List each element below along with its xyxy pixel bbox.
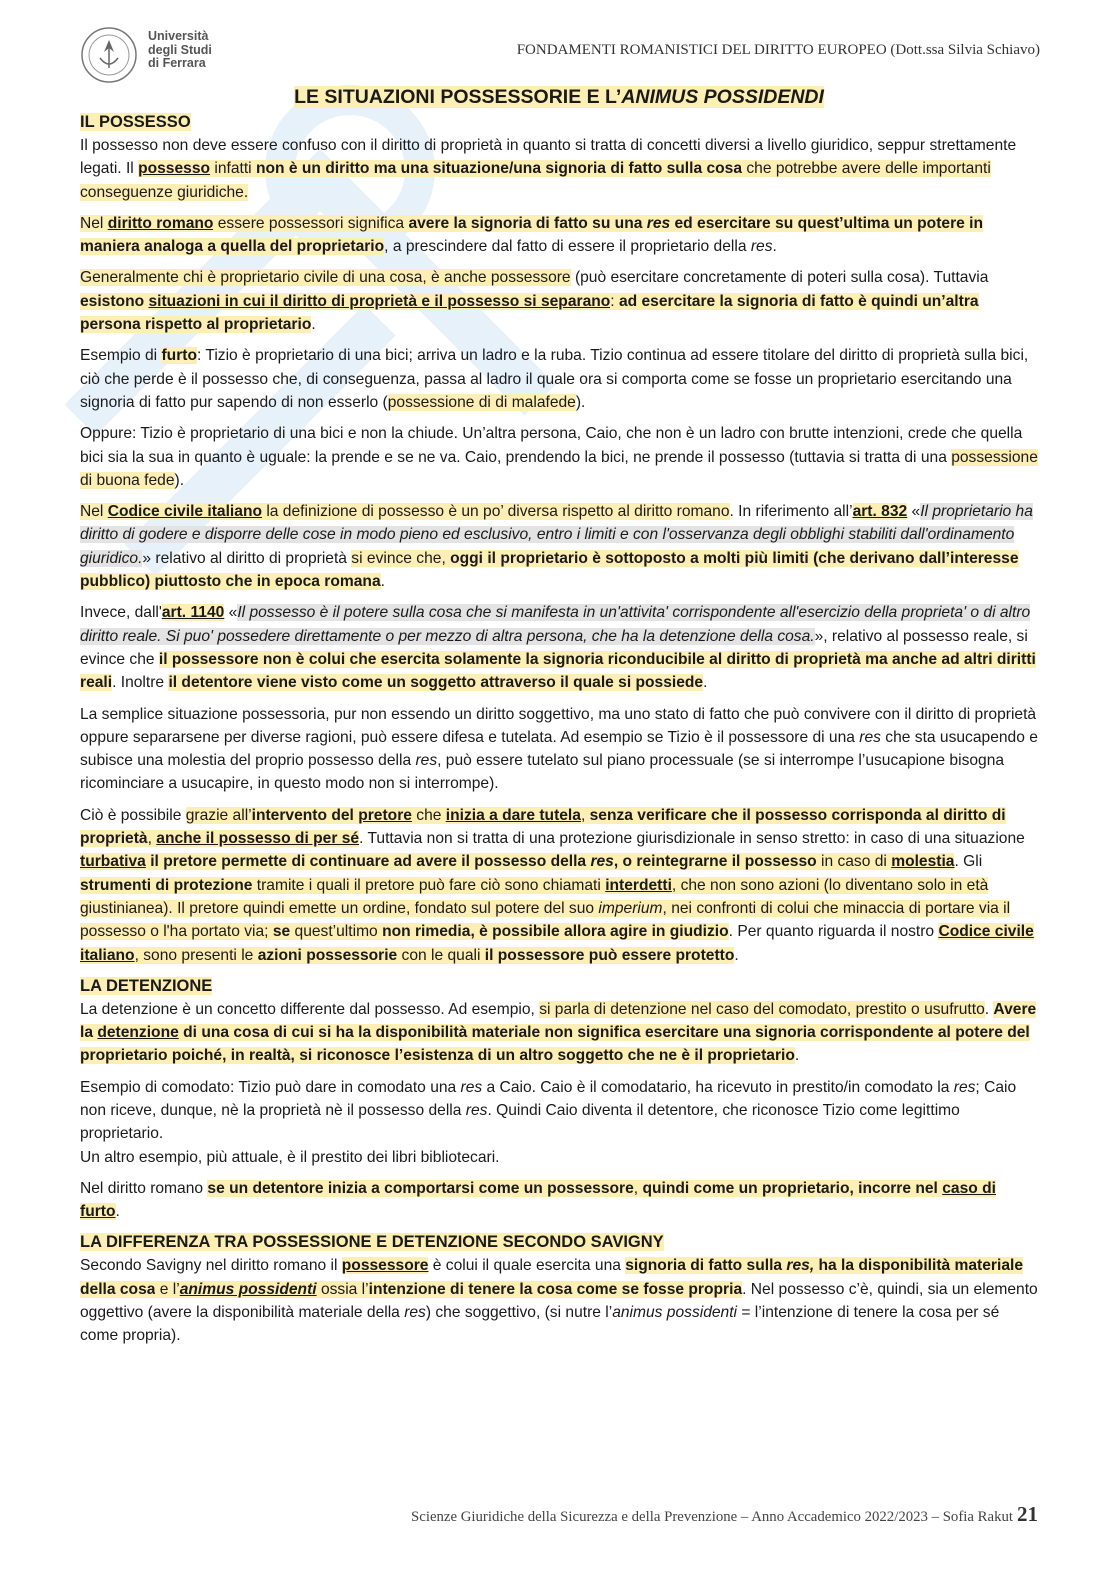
text [180, 1281, 317, 1298]
text: « [224, 604, 238, 622]
text [138, 160, 210, 177]
text: intervento del [251, 806, 359, 824]
text: diritto romano [107, 214, 214, 232]
text: art. 832 [852, 503, 908, 521]
paragraph [80, 1177, 1038, 1224]
text: res [859, 728, 881, 746]
text: Codice civile italiano [107, 503, 262, 521]
paragraph [80, 601, 1038, 694]
text [647, 215, 670, 232]
text [148, 293, 610, 310]
text: e l’ [155, 1280, 180, 1298]
paragraph [80, 1254, 1038, 1347]
text: Nel [80, 214, 108, 232]
text: Un altro esempio, più attuale, è il prestito dei libri bibliotecari. [80, 1148, 500, 1166]
text: res [404, 1304, 426, 1322]
text: . In riferimento all’ [729, 503, 853, 521]
text: La semplice situazione possessoria, pur non essendo un diritto soggettivo, ma uno stato di fatto che può convivere con il diritto di proprietà oppure separarsene per diverse ragioni, può essere difesa e tutelata. Ad esempio se Tizio è il possessore di una [80, 705, 1037, 746]
text: inizia a dare tutela [445, 806, 581, 824]
text: il possessore non è colui che esercita solamente la signoria riconducibile al diritto di proprietà ma anche ad altri diritti reali [80, 650, 1036, 692]
paragraph [80, 212, 1038, 259]
footer-text: Scienze Giuridiche della Sicurezza e della Prevenzione – Anno Accademico 2022/2023 – Sofia Rakut [411, 1509, 1013, 1525]
text: res, [786, 1257, 815, 1275]
text: Il possesso non deve essere confuso con il diritto di proprietà in quanto si tratta di concetti diversi a livello giuridico, seppur strettamente legati. Il [80, 137, 1017, 178]
text: . [311, 316, 316, 334]
text [786, 1257, 814, 1274]
paragraph [80, 500, 1038, 593]
text [853, 503, 908, 520]
text: molestia [891, 853, 955, 871]
text: art. 1140 [161, 604, 225, 622]
text [180, 1281, 317, 1298]
text: , nei confronti di colui che minaccia di portare via il possesso o l'ha portato via; [80, 899, 1011, 941]
text: se un detentore inizia a comportarsi come un possessore [207, 1179, 634, 1197]
text [605, 877, 672, 894]
text: . [772, 238, 777, 256]
course-title: FONDAMENTI ROMANISTICI DEL DIRITTO EUROPEO (Dott.ssa Silvia Schiavo) [516, 42, 1040, 58]
text: grazie all’ [185, 806, 252, 824]
text: Oppure: Tizio è proprietario di una bici e non la chiude. Un’altra persona, Caio, che non è un ladro con brutte intenzioni, crede che quella bici sia la sua in quanto è uguale: la prende e se ne va. Caio, prendendo la bici, ne prende il possesso (tuttavia si tratta di una [80, 425, 1023, 466]
text: ). [575, 393, 586, 411]
text: ; Caio non riceve, dunque, nè la proprietà nè il possesso della [80, 1078, 1017, 1119]
text [80, 853, 146, 870]
text: , sono presenti le [134, 946, 258, 964]
text: res [590, 853, 614, 871]
title-text-1: LE SITUAZIONI POSSESSORIE E L’ [294, 86, 622, 108]
text: che potrebbe avere delle importanti conseguenze giuridiche. [80, 160, 991, 201]
text [358, 807, 412, 824]
text: la definizione di possesso è un po’ diversa rispetto al diritto romano [262, 503, 730, 521]
university-seal-icon [80, 26, 138, 84]
text: possessione di di malafede [387, 393, 576, 411]
text: : Tizio è proprietario di una bici; arriva un ladro e la ruba. Tizio continua ad essere titolare del diritto di proprietà sulla bici, ciò che perde è il possesso che, di conseguenza, passa al ladro il quale ora si comporta come se fosse un proprietario esercitando una signoria di fatto pur sapendo di non esserlo ( [80, 347, 1029, 411]
heading-la-detenzione [80, 975, 1038, 998]
text: di una cosa di cui si ha la disponibilità materiale non significa esercitare una signoria corrispondente al potere del proprietario poiché, in realtà, si riconosce l’esistenza di un altro soggetto che ne è il proprietario [80, 1024, 1030, 1065]
text: strumenti di protezione [80, 876, 253, 894]
text: . Quindi Caio diventa il detentore, che riconosce Tizio come legittimo proprietario. [80, 1101, 960, 1143]
text: ossia l’ [316, 1280, 369, 1298]
text: . Inoltre [112, 674, 169, 692]
text: ) che soggettivo, (si nutre l’ [425, 1304, 613, 1322]
text: ed esercitare su quest’ultima un potere in maniera analoga a quella del proprietario [80, 214, 983, 256]
text: Invece, dall' [80, 604, 162, 622]
text: se [272, 923, 291, 941]
paragraph [80, 422, 1038, 492]
text: non rimedia, è possibile allora agire in giudizio [382, 923, 729, 941]
text: che sta usucapendo e subisce una molestia del proprio possesso della [80, 728, 1038, 770]
text: il detentore viene visto come un soggetto attraverso il quale si possiede [168, 674, 704, 692]
quote-text: Il proprietario ha diritto di godere e disporre delle cose in modo pieno ed esclusivo, entro i limiti e con l'osservanza degli obblighi stabiliti dall'ordinamento giuridico. [80, 503, 1033, 567]
text: esistono [80, 292, 149, 310]
text: . Gli [954, 853, 983, 871]
text: . Tuttavia non si tratta di una protezione giurisdizionale in senso stretto: in caso di una situazione [359, 830, 1025, 848]
text: , a prescindere dal fatto di essere il proprietario della [384, 238, 751, 256]
paragraph [80, 344, 1038, 414]
text: . [115, 1203, 120, 1221]
text: interdetti [605, 876, 672, 894]
text: Ciò è possibile [80, 806, 186, 824]
text [108, 215, 214, 232]
text [108, 503, 262, 520]
text: ad esercitare la signoria di fatto è quindi un’altra persona rispetto al proprietario [80, 292, 979, 334]
text: . [703, 674, 708, 692]
text: animus possidenti [179, 1280, 317, 1298]
text [446, 807, 581, 824]
text: Generalmente chi è proprietario civile di una cosa, è anche possessore [80, 269, 571, 287]
text: = l’intenzione di tenere la cosa per sé come propria). [80, 1304, 1000, 1345]
text: detenzione [97, 1024, 179, 1042]
text: . Nel possesso c’è, quindi, sia un elemento oggettivo (avere la disponibilità materiale della [80, 1280, 1038, 1322]
text [891, 853, 954, 870]
heading-text: LA DETENZIONE [80, 976, 213, 995]
text: infatti [210, 160, 256, 178]
title-highlight [294, 86, 824, 108]
text: è colui il quale esercita una [428, 1257, 626, 1275]
paragraph [80, 804, 1038, 967]
text: furto [161, 347, 197, 365]
text: res [415, 752, 438, 770]
text: imperium [598, 899, 663, 917]
text: Secondo Savigny nel diritto romano il [80, 1257, 342, 1275]
text: caso di furto [80, 1179, 996, 1221]
text: turbativa [80, 853, 146, 871]
text: in caso di [816, 853, 892, 871]
text: si parla di detenzione nel caso del comodato, prestito o usufrutto [539, 1000, 985, 1018]
text: . [984, 1000, 994, 1018]
text: possessione di buona fede [80, 448, 1038, 489]
heading-text: IL POSSESSO [80, 113, 191, 131]
text: avere la signoria di fatto su una [408, 214, 647, 232]
text: intenzione di tenere la cosa come se fosse propria [368, 1280, 743, 1298]
text: senza verificare che il possesso corrisponda al diritto di proprietà [80, 806, 1006, 848]
text: . [734, 946, 739, 964]
text: , [633, 1179, 643, 1197]
paragraph [80, 1076, 1038, 1169]
text: . [380, 573, 385, 591]
university-line-3: di Ferrara [148, 56, 206, 70]
text [97, 1024, 178, 1041]
text: , può essere tutelato sul piano processuale (se si interrompe l’usucapione bisogna ricominciare a usucapire, in questo modo non si interrompe). [80, 752, 1005, 793]
university-name [148, 30, 212, 71]
text: situazioni in cui il diritto di proprietà e il possesso si separano [148, 292, 611, 310]
text: . Per quanto riguarda il nostro [728, 923, 939, 941]
text: Codice civile italiano [80, 923, 1034, 964]
text: « [907, 503, 921, 521]
text: quindi come un proprietario [642, 1179, 850, 1197]
page-footer [411, 1502, 1038, 1527]
text [590, 853, 613, 870]
text: azioni possessorie [257, 946, 398, 964]
page-header [80, 26, 1040, 82]
text: essere possessori significa [213, 214, 409, 232]
text: res [750, 238, 773, 256]
text: si evince che, [351, 549, 451, 567]
text: non è un diritto ma una situazione/una signoria di fatto sulla cosa [255, 160, 743, 178]
text: (può esercitare concretamente di poteri sulla cosa). Tuttavia [570, 269, 989, 287]
text: a Caio. Caio è il comodatario, ha ricevuto in prestito/in comodato la [482, 1078, 954, 1096]
paragraph [80, 266, 1038, 336]
page-number: 21 [1017, 1502, 1038, 1526]
text: signoria di fatto sulla [625, 1257, 787, 1275]
title-text-2: ANIMUS POSSIDENDI [621, 86, 824, 108]
text: animus possidenti [612, 1304, 738, 1322]
text: . [794, 1047, 800, 1065]
text: pretore [358, 806, 412, 824]
text: ). [174, 471, 185, 489]
university-line-2: degli Studi [148, 42, 212, 57]
text: , incorre nel [849, 1179, 943, 1197]
heading-savigny [80, 1231, 1038, 1254]
text: il pretore permette di continuare ad avere il possesso della [145, 853, 591, 871]
text [342, 1257, 429, 1274]
page-content [80, 84, 1038, 1356]
text: Esempio di [80, 347, 162, 365]
text: , [147, 830, 157, 848]
text: con le quali [397, 946, 485, 964]
paragraph [80, 703, 1038, 796]
text: Nel diritto romano [80, 1179, 208, 1197]
text [162, 604, 224, 621]
text: quest’ultimo [290, 923, 383, 941]
heading-il-possesso [80, 111, 1038, 134]
text: », relativo al possesso reale, si evince che [80, 627, 1028, 668]
paragraph [80, 998, 1038, 1068]
text: res [646, 214, 671, 232]
text: La detenzione è un concetto differente dal possesso. Ad esempio, [80, 1000, 540, 1018]
text: anche il possesso di per sé [156, 830, 360, 848]
document-title [80, 84, 1038, 110]
paragraph [80, 134, 1038, 204]
text: » relativo al diritto di proprietà [142, 549, 352, 567]
text: Avere la [80, 1000, 1037, 1042]
text: ha la disponibilità materiale della cosa [80, 1257, 1023, 1298]
text: , che non sono azioni (lo diventano solo in età giustinianea). Il pretore quindi emette un ordine, fondato sul potere del suo [80, 876, 989, 917]
text: che [411, 806, 446, 824]
text: tramite i quali il pretore può fare ciò sono chiamati [252, 876, 606, 894]
text: res [465, 1101, 488, 1119]
text: oggi il proprietario è sottoposto a molti più limiti (che derivano dall’interesse pubblico) piuttosto che in epoca romana [80, 549, 1019, 591]
text: : [610, 292, 619, 310]
text: , [580, 806, 590, 824]
heading-text: LA DIFFERENZA TRA POSSESSIONE E DETENZIONE SECONDO SAVIGNY [80, 1233, 664, 1252]
text: , o reintegrarne il possesso [613, 853, 817, 871]
text: possesso [138, 160, 211, 178]
text: possessore [341, 1257, 429, 1275]
quote-text: Il possesso è il potere sulla cosa che si manifesta in un'attivita' corrispondente all'esercizio della proprieta' o di altro diritto reale. Si puo' possedere direttamente o per mezzo di altra persona, che ha la detenzione della cosa. [80, 604, 1031, 645]
text: il possessore può essere protetto [484, 946, 735, 964]
text: Nel [80, 503, 108, 521]
text: res [460, 1078, 483, 1096]
university-line-1: Università [148, 29, 209, 43]
text: res [953, 1078, 976, 1096]
text [156, 830, 359, 847]
text: Esempio di comodato: Tizio può dare in comodato una [80, 1078, 461, 1096]
